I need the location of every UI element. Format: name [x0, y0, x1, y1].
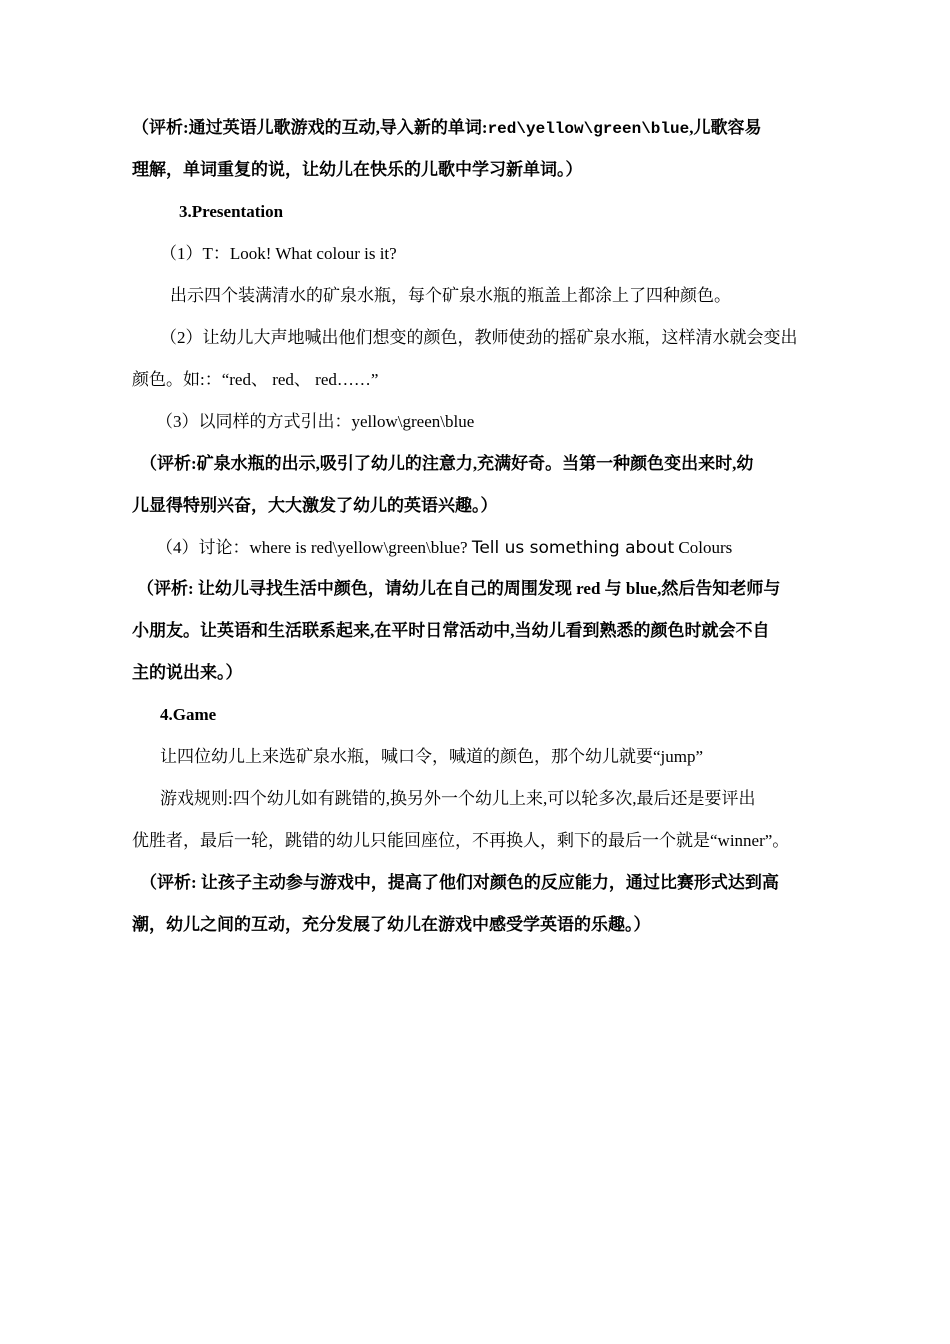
step-4-discussion: （4）讨论：where is red\yellow\green\blue?: [156, 538, 472, 557]
evaluation-text: （评析:通过英语儿歌游戏的互动,导入新的单词:: [132, 118, 488, 137]
evaluation-paragraph-4-line-2: 潮，幼儿之间的互动，充分发展了幼儿在游戏中感受学英语的乐趣。）: [132, 915, 651, 934]
step-1-text: （1）T：Look! What colour is it?: [160, 244, 397, 263]
game-rules-line-1: 游戏规则:四个幼儿如有跳错的,换另外一个幼儿上来,可以轮多次,最后还是要评出: [160, 789, 756, 808]
section-heading-presentation: 3.Presentation: [179, 202, 284, 221]
game-description: 让四位幼儿上来选矿泉水瓶，喊口令，喊道的颜色，那个幼儿就要“jump”: [160, 747, 704, 766]
section-heading-game: 4.Game: [160, 705, 217, 724]
evaluation-paragraph-2-line-1: （评析:矿泉水瓶的出示,吸引了幼儿的注意力,充满好奇。当第一种颜色变出来时,幼: [140, 454, 754, 473]
evaluation-paragraph-4-line-1: （评析: 让孩子主动参与游戏中，提高了他们对颜色的反应能力，通过比赛形式达到高: [140, 873, 779, 892]
step-4-tell-us: Tell us something about: [471, 538, 675, 558]
step-4-colours: Colours: [674, 538, 733, 557]
evaluation-paragraph-3-line-3: 主的说出来。）: [132, 663, 243, 682]
evaluation-text-end: ,儿歌容易: [689, 118, 762, 137]
evaluation-paragraph-3-line-2: 小朋友。让英语和生活联系起来,在平时日常活动中,当幼儿看到熟悉的颜色时就会不自: [132, 621, 770, 640]
game-rules-line-2: 优胜者，最后一轮，跳错的幼儿只能回座位，不再换人，剩下的最后一个就是“winner”。: [132, 831, 790, 850]
bottles-description: 出示四个装满清水的矿泉水瓶，每个矿泉水瓶的瓶盖上都涂上了四种颜色。: [170, 286, 731, 305]
evaluation-paragraph-3-line-1: （评析: 让幼儿寻找生活中颜色，请幼儿在自己的周围发现 red 与 blue,然后告知老师与: [137, 579, 781, 598]
evaluation-paragraph-2-line-2: 儿显得特别兴奋，大大激发了幼儿的英语兴趣。）: [132, 496, 498, 515]
step-3-text: （3）以同样的方式引出：yellow\green\blue: [156, 412, 475, 431]
step-4-text: [156, 536, 886, 560]
evaluation-paragraph-1-line-2: 理解，单词重复的说，让幼儿在快乐的儿歌中学习新单词。）: [132, 160, 583, 179]
step-2-line-1: （2）让幼儿大声地喊出他们想变的颜色，教师使劲的摇矿泉水瓶，这样清水就会变出: [160, 328, 798, 347]
step-2-line-2: 颜色。如:：“red、 red、 red……”: [132, 370, 379, 389]
color-words: red\yellow\green\blue: [487, 120, 690, 138]
evaluation-paragraph-1-line-1: [132, 116, 862, 141]
